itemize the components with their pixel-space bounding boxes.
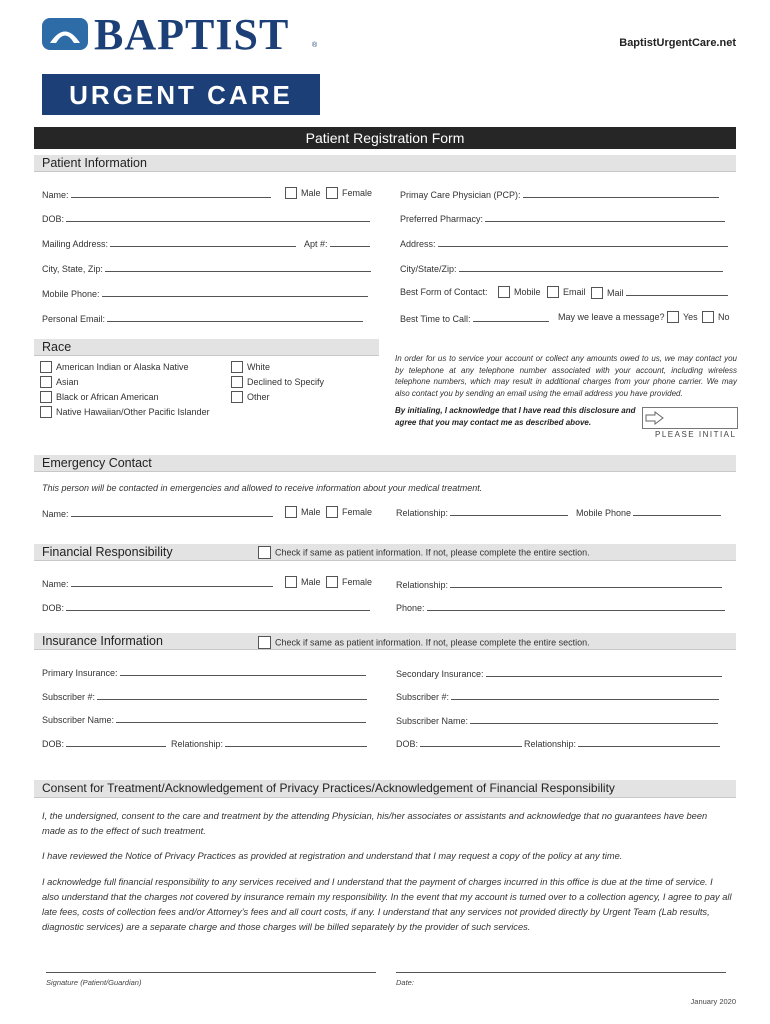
emergency-relationship-field[interactable]: Relationship: [396, 506, 568, 518]
gender-female-checkbox[interactable]: Female [326, 187, 372, 200]
insured-dob-field[interactable]: DOB: [42, 737, 166, 749]
contact-mobile-checkbox[interactable]: Mobile [498, 286, 541, 299]
please-initial-label: PLEASE INITIAL [655, 430, 737, 439]
race-black-checkbox[interactable]: Black or African American [40, 391, 159, 404]
insured-relationship-field[interactable]: Relationship: [171, 737, 367, 749]
section-title: Financial Responsibility [42, 545, 173, 559]
name-field[interactable]: Name: [42, 188, 271, 200]
race-other-checkbox[interactable]: Other [231, 391, 270, 404]
emergency-section-header [34, 455, 736, 472]
consent-paragraph-3: I acknowledge full financial responsibility to any services received and I understand that the payment of charges incurred in this office is due at the time of service. I also understand that the charges not covered by insurance remain my responsibility. In the event that my account is turned over to a collection agency, I agree to pay all late fees, costs of collection fees and/or Attorney’s fees and all court costs, if any. I understand that any services not provided directly by Urgent Team (Lab results, diagnostic services) are a separate charge and those charges will be billed separately by the provider of such services. [42, 877, 732, 932]
secondary-insurance-field[interactable]: Secondary Insurance: [396, 667, 722, 679]
pharmacy-field[interactable]: Preferred Pharmacy: [400, 212, 725, 224]
emergency-note: This person will be contacted in emergencies and allowed to receive information about your medical treatment. [42, 483, 483, 493]
race-american-indian-checkbox[interactable]: American Indian or Alaska Native [40, 361, 189, 374]
patient-section-header [34, 155, 736, 172]
section-title: Consent for Treatment/Acknowledgement of Privacy Practices/Acknowledgement of Financial Responsibility [42, 781, 615, 795]
consent-paragraph-1: I, the undersigned, consent to the care and treatment by the attending Physician, his/her associates or assistants and acknowledge that no guarantees have been made as to the effect of such treatment. [42, 811, 708, 836]
date-line[interactable] [396, 972, 726, 973]
website: BaptistUrgentCare.net [619, 37, 736, 49]
message-yes-checkbox[interactable]: Yes [667, 311, 698, 324]
race-section-header [34, 339, 379, 356]
section-title: Insurance Information [42, 634, 163, 648]
initial-box[interactable] [642, 407, 738, 429]
financial-female-checkbox[interactable]: Female [326, 576, 372, 589]
section-title: Race [42, 340, 72, 354]
contact-mail-checkbox[interactable]: Mail [591, 286, 728, 300]
financial-male-checkbox[interactable]: Male [285, 576, 321, 589]
subscriber-name-field[interactable]: Subscriber Name: [42, 713, 366, 725]
financial-same-checkbox[interactable]: Check if same as patient information. If not, please complete the entire section. [258, 546, 590, 560]
address-field[interactable]: Address: [400, 237, 728, 249]
section-title: Emergency Contact [42, 456, 152, 470]
pcp-field[interactable]: Primay Care Physician (PCP): [400, 188, 719, 200]
city-state-zip-field[interactable]: City, State, Zip: [42, 262, 371, 274]
leave-message-label: May we leave a message? [558, 312, 665, 322]
mailing-address-field[interactable]: Mailing Address: [42, 237, 296, 249]
logo [41, 10, 341, 59]
secondary-subscriber-number-field[interactable]: Subscriber #: [396, 690, 719, 702]
emergency-mobile-field[interactable]: Mobile Phone [576, 506, 721, 518]
emergency-female-checkbox[interactable]: Female [326, 506, 372, 519]
sub-brand: URGENT CARE [69, 80, 293, 110]
race-pacific-islander-checkbox[interactable]: Native Hawaiian/Other Pacific Islander [40, 406, 210, 419]
emergency-name-field[interactable]: Name: [42, 507, 273, 519]
consent-section-header [34, 780, 736, 798]
signature-line[interactable] [46, 972, 376, 973]
primary-insurance-field[interactable]: Primary Insurance: [42, 666, 366, 678]
race-asian-checkbox[interactable]: Asian [40, 376, 79, 389]
best-time-field[interactable]: Best Time to Call: [400, 312, 549, 324]
apt-field[interactable]: Apt #: [304, 237, 370, 249]
best-contact-label: Best Form of Contact: [400, 287, 488, 297]
initial-acknowledge-text: By initialing, I acknowledge that I have read this disclosure and agree that you may contact me as described above. [395, 406, 636, 427]
emergency-male-checkbox[interactable]: Male [285, 506, 321, 519]
insurance-same-checkbox[interactable]: Check if same as patient information. If not, please complete the entire section. [258, 636, 590, 650]
gender-male-checkbox[interactable]: Male [285, 187, 321, 200]
brand-name: BAPTIST [94, 10, 290, 59]
baptist-shield-icon [41, 17, 89, 51]
secondary-subscriber-name-field[interactable]: Subscriber Name: [396, 714, 718, 726]
signature-label: Signature (Patient/Guardian) [46, 978, 142, 987]
form-title: Patient Registration Form [305, 130, 465, 146]
date-label: Date: [396, 978, 414, 987]
consent-paragraph-2: I have reviewed the Notice of Privacy Practices as provided at registration and understand that I may request a copy of the policy at any time. [42, 851, 623, 861]
financial-relationship-field[interactable]: Relationship: [396, 578, 722, 590]
race-white-checkbox[interactable]: White [231, 361, 270, 374]
arrow-right-icon [645, 411, 665, 425]
footer-date: January 2020 [690, 997, 736, 1006]
personal-email-field[interactable]: Personal Email: [42, 312, 363, 324]
contact-email-checkbox[interactable]: Email [547, 286, 586, 299]
financial-phone-field[interactable]: Phone: [396, 601, 725, 613]
race-declined-checkbox[interactable]: Declined to Specify [231, 376, 324, 389]
trademark: ® [312, 42, 318, 49]
form-title-bar [34, 127, 736, 149]
subscriber-number-field[interactable]: Subscriber #: [42, 690, 367, 702]
financial-dob-field[interactable]: DOB: [42, 601, 370, 613]
urgent-care-banner [42, 74, 320, 115]
secondary-relationship-field[interactable]: Relationship: [524, 737, 720, 749]
message-no-checkbox[interactable]: No [702, 311, 730, 324]
mobile-phone-field[interactable]: Mobile Phone: [42, 287, 368, 299]
city-state-zip-2-field[interactable]: City/State/Zip: [400, 262, 723, 274]
secondary-dob-field[interactable]: DOB: [396, 737, 522, 749]
phone-consent-text: In order for us to service your account or collect any amounts owed to us, we may contact you by telephone at any telephone number associated with your account, including wireless telephone numbers, which may result in additional charges from your phone carrier. We may also contact you by sending an email using the email address you have provided. [395, 354, 737, 398]
section-title: Patient Information [42, 156, 147, 170]
dob-field[interactable]: DOB: [42, 212, 370, 224]
financial-name-field[interactable]: Name: [42, 577, 273, 589]
